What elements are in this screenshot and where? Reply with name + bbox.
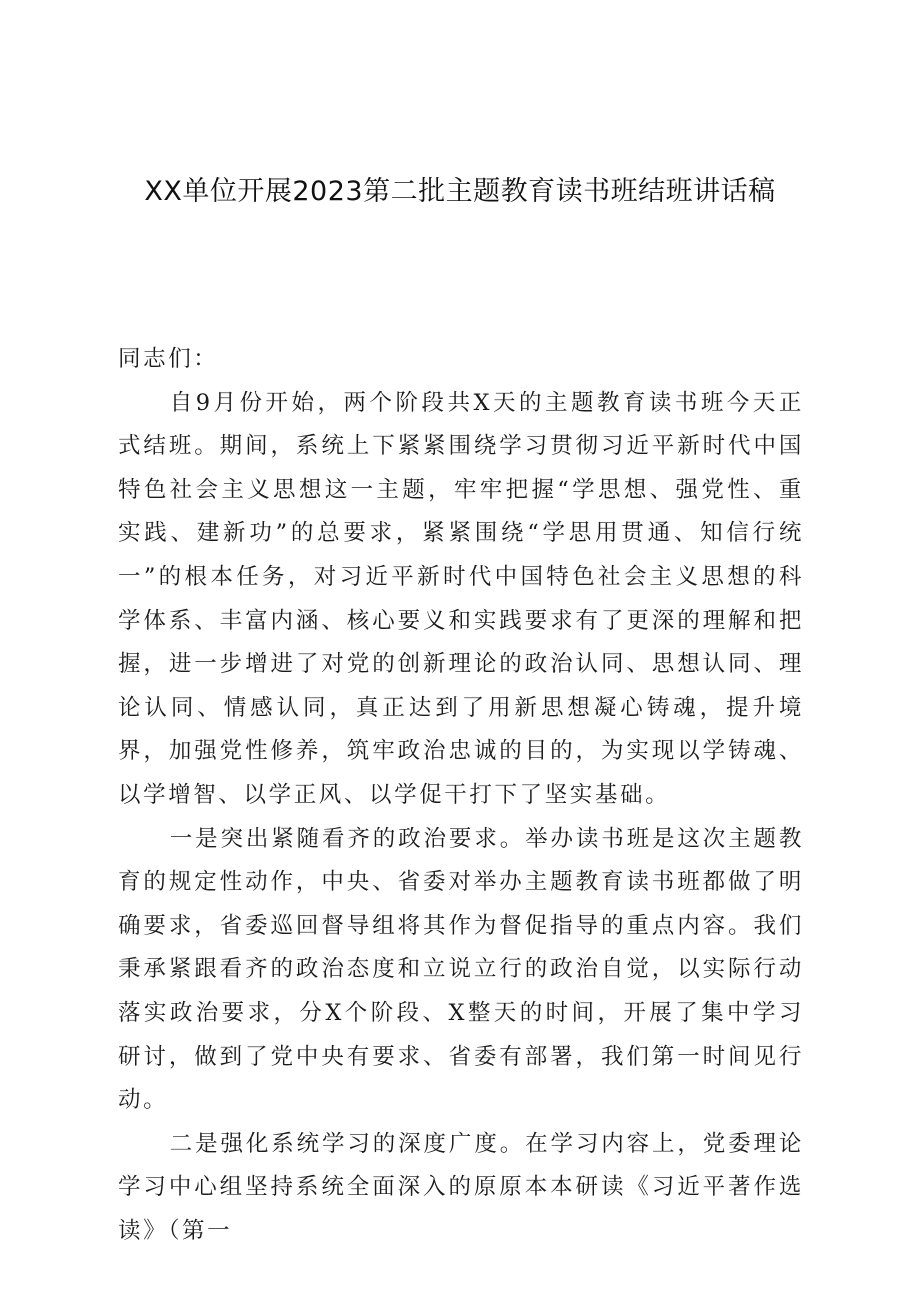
document-body xyxy=(118,338,804,1253)
paragraph-systematic-study: 二是强化系统学习的深度广度。在学习内容上，党委理论学习中心组坚持系统全面深入的原原本本研读《习近平著作选读》（第一 xyxy=(118,1130,804,1244)
paragraph-intro: 自9月份开始，两个阶段共X天的主题教育读书班今天正式结班。期间，系统上下紧紧围绕学习贯彻习近平新时代中国特色社会主义思想这一主题，牢牢把握“学思想、强党性、重实践、建新功”的总要求，紧紧围绕“学思用贯通、知信行统一”的根本任务，对习近平新时代中国特色社会主义思想的科学体系、丰富内涵、核心要义和实践要求有了更深的理解和把握，进一步增进了对党的创新理论的政治认同、思想认同、理论认同、情感认同，真正达到了用新思想凝心铸魂，提升境界，加强党性修养，筑牢政治忠诚的目的，为实现以学铸魂、以学增智、以学正风、以学促干打下了坚实基础。 xyxy=(118,389,804,808)
document-title: XX单位开展2023第二批主题教育读书班结班讲话稿 xyxy=(144,176,776,207)
salutation: 同志们： xyxy=(118,346,219,372)
paragraph-political-requirement: 一是突出紧随看齐的政治要求。举办读书班是这次主题教育的规定性动作，中央、省委对举办主题教育读书班都做了明确要求，省委巡回督导组将其作为督促指导的重点内容。我们秉承紧跟看齐的政治态度和立说立行的政治自觉，以实际行动落实政治要求，分X个阶段、X整天的时间，开展了集中学习研讨，做到了党中央有要求、省委有部署，我们第一时间见行动。 xyxy=(118,825,804,1114)
